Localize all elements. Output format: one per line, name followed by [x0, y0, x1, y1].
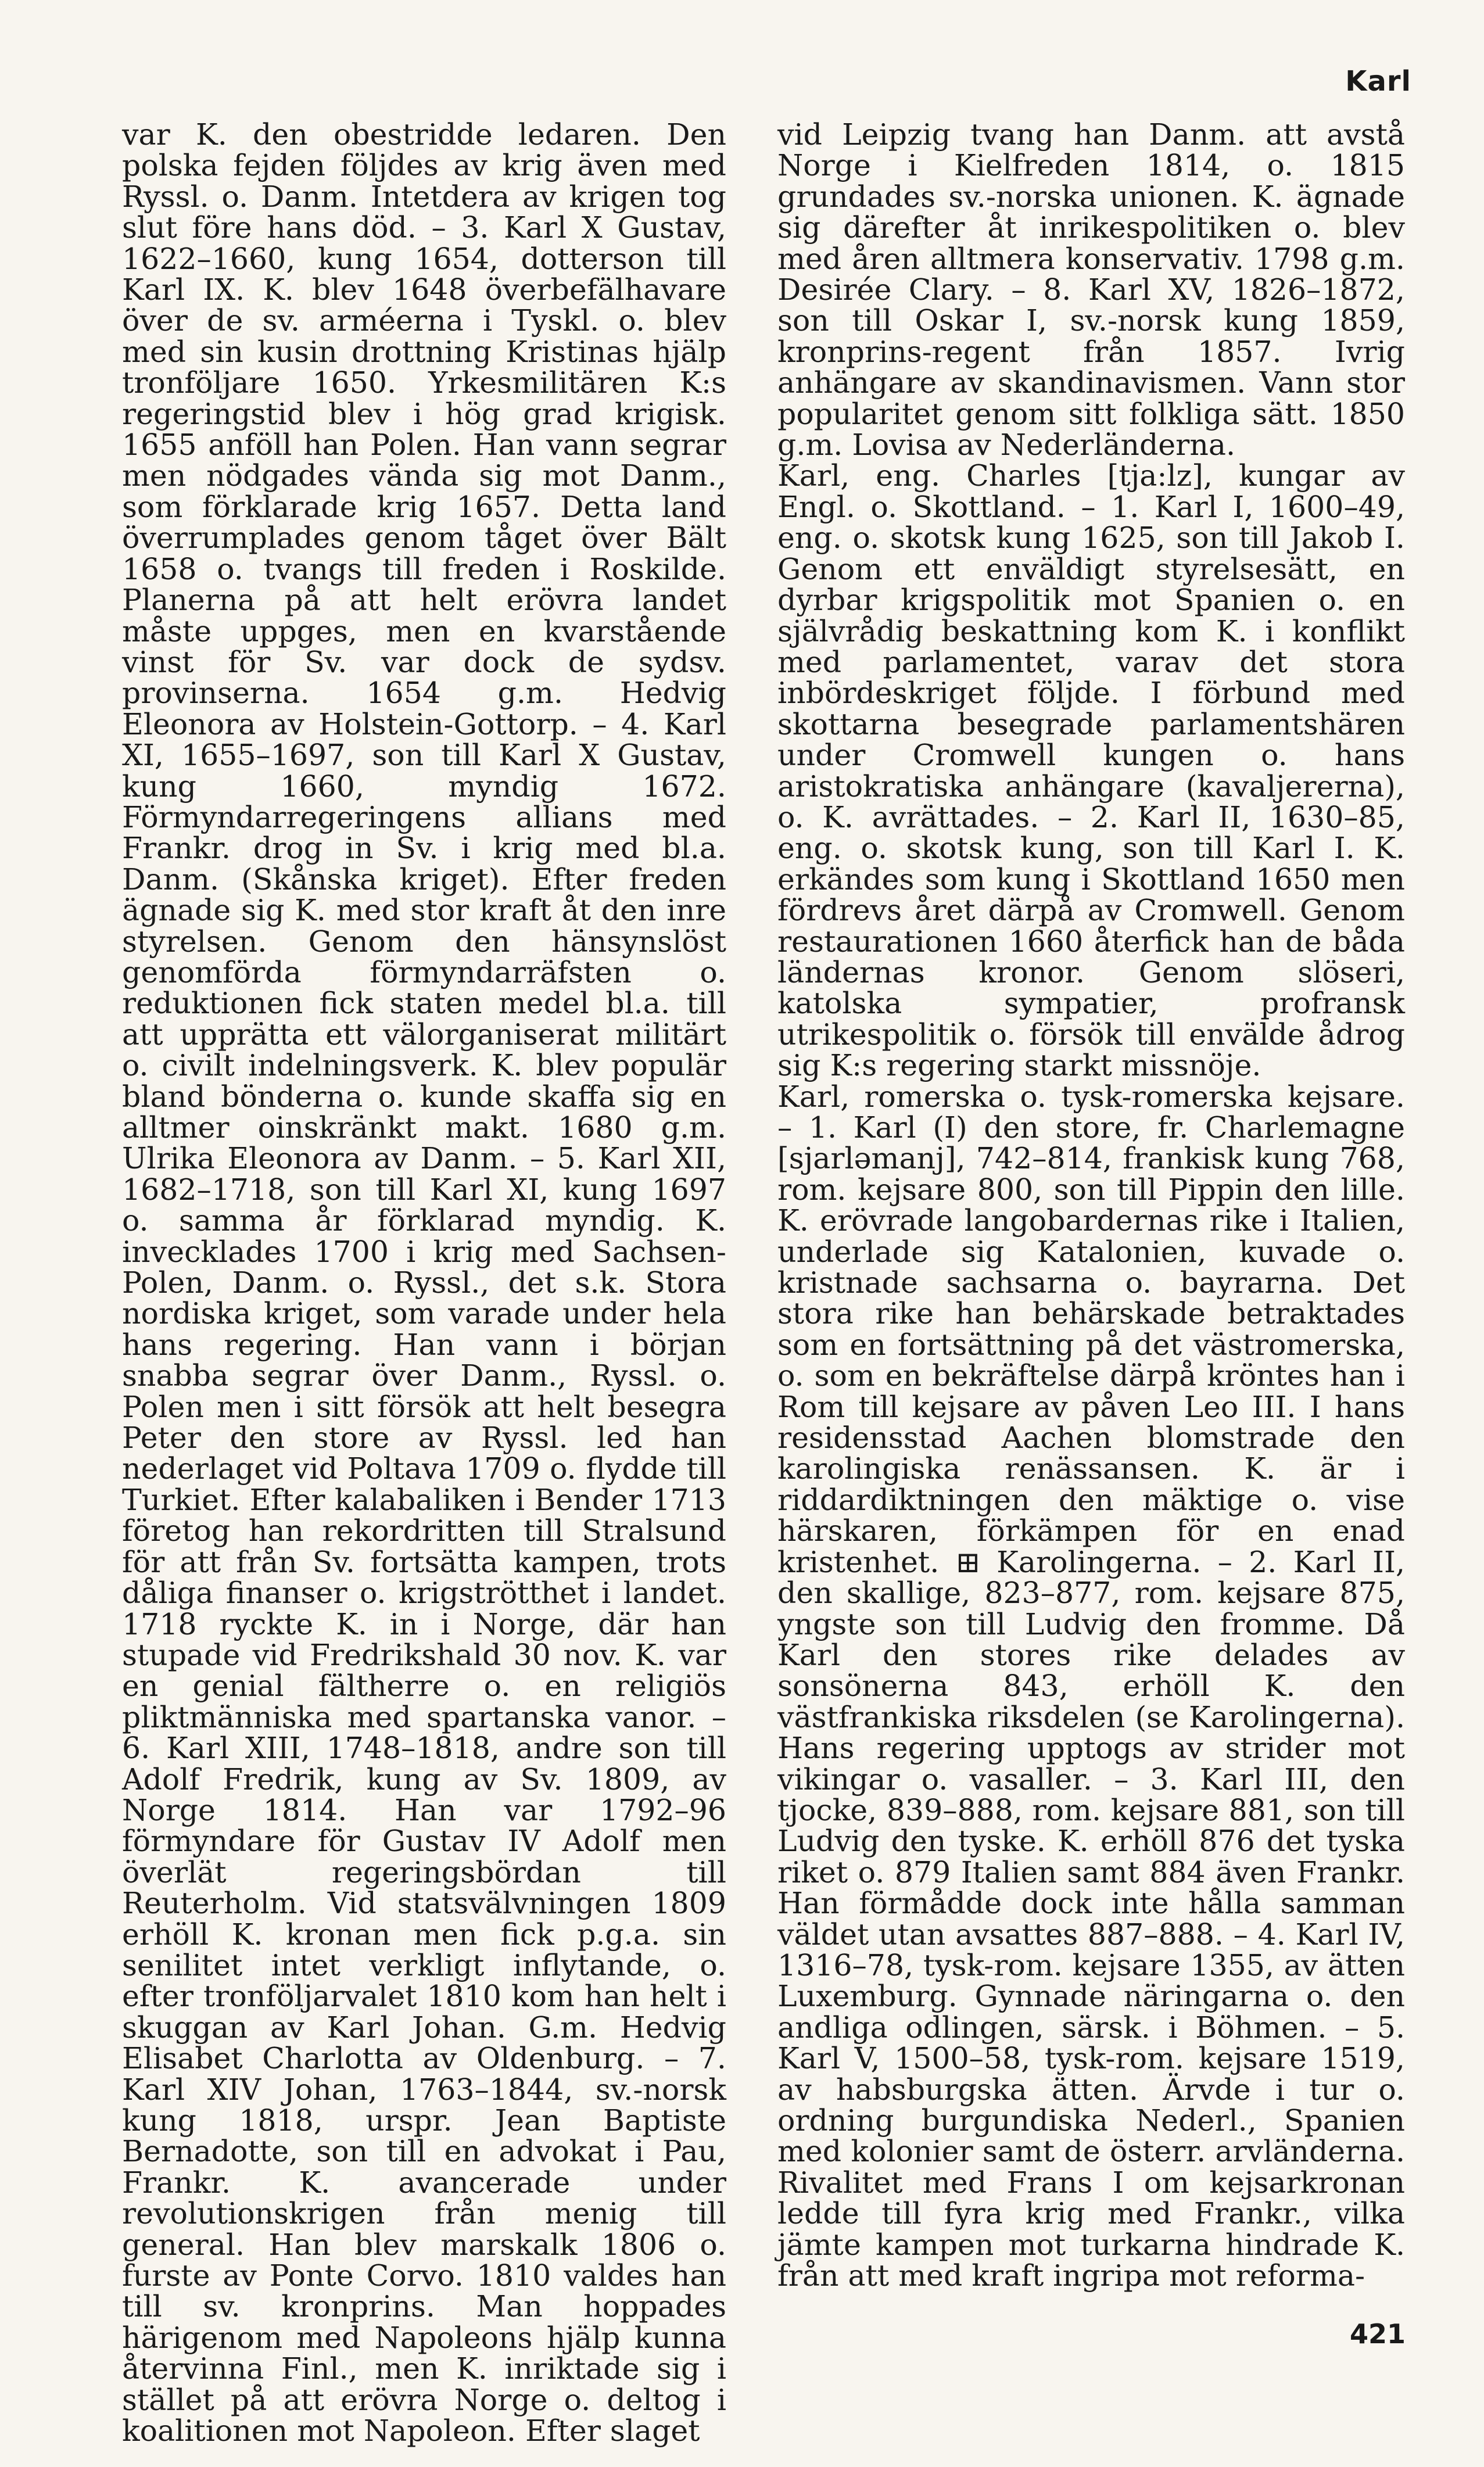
page-number: 421: [1349, 2318, 1406, 2350]
right-column: [777, 119, 1405, 2291]
entry-karl-roman-emperors: Karl, romerska o. tysk-romerska kejsare. – 1. Karl (I) den store, fr. Charlemagne [sjarləmanj], 742–814, frankisk kung 768, rom. kejsare 800, son till Pippin den lille. K. erövrade langobardernas rike i Italien, underlade sig Katalonien, kuvade o. kristnade sachsarna o. bayrarna. Det stora rike han behärskade betraktades som en fortsättning på det västromerska, o. som en bekräftelse därpå kröntes han i Rom till kejsare av påven Leo III. I hans residensstad Aachen blomstrade den karolingiska renässansen. K. är i riddardiktningen den mäktige o. vise härskaren, förkämpen för en enad kristenhet. ⊞ Karolingerna. – 2. Karl II, den skallige, 823–877, rom. kejsare 875, yngste son till Ludvig den fromme. Då Karl den stores rike delades av sonsönerna 843, erhöll K. den västfrankiska riksdelen (se Karolingerna). Hans regering upptogs av strider mot vikingar o. vasaller. – 3. Karl III, den tjocke, 839–888, rom. kejsare 881, son till Ludvig den tyske. K. erhöll 876 det tyska riket o. 879 Italien samt 884 även Frankr. Han förmådde dock inte hålla samman väldet utan avsattes 887–888. – 4. Karl IV, 1316–78, tysk-rom. kejsare 1355, av ätten Luxemburg. Gynnade näringarna o. den andliga odlingen, särsk. i Böhmen. – 5. Karl V, 1500–58, tysk-rom. kejsare 1519, av habsburgska ätten. Ärvde i tur o. ordning burgundiska Nederl., Spanien med kolonier samt de österr. arvländerna. Rivalitet med Frans I om kejsarkronan ledde till fyra krig med Frankr., vilka jämte kampen mot turkarna hindrade K. från att med kraft ingripa mot reforma-: [777, 1079, 1405, 2293]
left-column-text: var K. den obestridde ledaren. Den polska fejden följdes av krig även med Ryssl. o. Danm. Intetdera av krigen tog slut före hans död. – 3. Karl X Gustav, 1622–1660, kung 1654, dotterson till Karl IX. K. blev 1648 överbefälhavare över de sv. arméerna i Tyskl. o. blev med sin kusin drottning Kristinas hjälp tronföljare 1650. Yrkesmilitären K:s regeringstid blev i hög grad krigisk. 1655 anföll han Polen. Han vann segrar men nödgades vända sig mot Danm., som förklarade krig 1657. Detta land överrumplades genom tåget över Bält 1658 o. tvangs till freden i Roskilde. Planerna på att helt erövra landet måste uppges, men en kvarstående vinst för Sv. var dock de sydsv. provinserna. 1654 g.m. Hedvig Eleonora av Holstein-Gottorp. – 4. Karl XI, 1655–1697, son till Karl X Gustav, kung 1660, myndig 1672. Förmyndarregeringens allians med Frankr. drog in Sv. i krig med bl.a. Danm. (Skånska kriget). Efter freden ägnade sig K. med stor kraft åt den inre styrelsen. Genom den hänsynslöst genomförda förmyndarräfsten o. reduktionen fick staten medel bl.a. till att upprätta ett välorganiserat militärt o. civilt indelningsverk. K. blev populär bland bönderna o. kunde skaffa sig en alltmer oinskränkt makt. 1680 g.m. Ulrika Eleonora av Danm. – 5. Karl XII, 1682–1718, son till Karl XI, kung 1697 o. samma år förklarad myndig. K. invecklades 1700 i krig med Sachsen-Polen, Danm. o. Ryssl., det s.k. Stora nordiska kriget, som varade under hela hans regering. Han vann i början snabba segrar över Danm., Ryssl. o. Polen men i sitt försök att helt besegra Peter den store av Ryssl. led han nederlaget vid Poltava 1709 o. flydde till Turkiet. Efter kalabaliken i Bender 1713 företog han rekordritten till Stralsund för att från Sv. fortsätta kampen, trots dåliga finanser o. krigströtthet i landet. 1718 ryckte K. in i Norge, där han stupade vid Fredrikshald 30 nov. K. var en genial fältherre o. en religiös pliktmänniska med spartanska vanor. – 6. Karl XIII, 1748–1818, andre son till Adolf Fredrik, kung av Sv. 1809, av Norge 1814. Han var 1792–96 förmyndare för Gustav IV Adolf men överlät regeringsbördan till Reuterholm. Vid statsvälvningen 1809 erhöll K. kronan men fick p.g.a. sin senilitet intet verkligt inflytande, o. efter tronföljarvalet 1810 kom han helt i skuggan av Karl Johan. G.m. Hedvig Elisabet Charlotta av Oldenburg. – 7. Karl XIV Johan, 1763–1844, sv.-norsk kung 1818, urspr. Jean Baptiste Bernadotte, son till en advokat i Pau, Frankr. K. avancerade under revolutionskrigen från menig till general. Han blev marskalk 1806 o. furste av Ponte Corvo. 1810 valdes han till sv. kronprins. Man hoppades härigenom med Napoleons hjälp kunna återvinna Finl., men K. inriktade sig i stället på att erövra Norge o. deltog i koalitionen mot Napoleon. Efter slaget: [122, 117, 726, 2448]
entry-karl-swedish-continued: vid Leipzig tvang han Danm. att avstå Norge i Kielfreden 1814, o. 1815 grundades sv.-norska unionen. K. ägnade sig därefter åt inrikespolitiken o. blev med åren alltmera konservativ. 1798 g.m. Desirée Clary. – 8. Karl XV, 1826–1872, son till Oskar I, sv.-norsk kung 1859, kronprins-regent från 1857. Ivrig anhängare av skandinavismen. Vann stor popularitet genom sitt folkliga sätt. 1850 g.m. Lovisa av Nederländerna.: [777, 117, 1405, 462]
running-head: Karl: [1345, 65, 1411, 98]
left-column: [122, 119, 726, 2446]
entry-karl-english-kings: Karl, eng. Charles [tja:lz], kungar av Engl. o. Skottland. – 1. Karl I, 1600–49, eng. o. skotsk kung 1625, son till Jakob I. Genom ett enväldigt styrelsesätt, en dyrbar krigspolitik mot Spanien o. en självrådig beskattning kom K. i konflikt med parlamentet, varav det stora inbördeskriget följde. I förbund med skottarna besegrade parlamentshären under Cromwell kungen o. hans aristokratiska anhängare (kavaljererna), o. K. avrättades. – 2. Karl II, 1630–85, eng. o. skotsk kung, son till Karl I. K. erkändes som kung i Skottland 1650 men fördrevs året därpå av Cromwell. Genom restaurationen 1660 återfick han de båda ländernas kronor. Genom slöseri, katolska sympatier, profransk utrikespolitik o. försök till envälde ådrog sig K:s regering starkt missnöje.: [777, 458, 1405, 1083]
